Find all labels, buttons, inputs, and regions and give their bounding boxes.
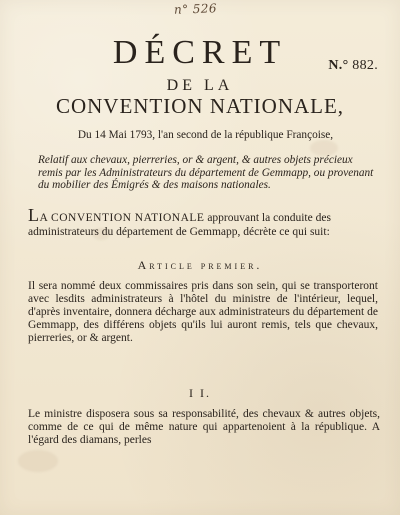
- handwritten-note: n° 526: [173, 1, 218, 17]
- intro-paragraph: [28, 205, 376, 239]
- article-2-body: Le ministre disposera sous sa responsabilité, des chevaux & autres objets, comme de ce qui de même nature qui appartenoient à la république. A l'égard des diamans, perles: [28, 408, 380, 446]
- intro-dropcap: L: [28, 205, 40, 225]
- decree-summary: Relatif aux chevaux, pierreries, or & argent, & autres objets précieux remis par les Administrateurs du département de Gemmapp, ou provenant du mobilier des Émigrés & des maisons nationales.: [38, 154, 374, 192]
- decree-number-value: 882.: [352, 58, 378, 73]
- title-convention: CONVENTION NATIONALE,: [55, 94, 345, 118]
- decree-number-label: N.°: [328, 58, 349, 73]
- paper-stain: [18, 450, 58, 472]
- date-line: Du 14 Mai 1793, l'an second de la république Françoise,: [77, 129, 334, 141]
- article-1-body: Il sera nommé deux commissaires pris dans son sein, qui se transporteront avec lesdits administrateurs à l'hôtel du ministre de l'intérieur, lequel, d'après inventaire, donnera décharge aux administrateurs du département de Gemmapp, des différens objets qu'ils lui auront remis, tels que chevaux, pierreries, or & argent.: [28, 280, 378, 344]
- intro-smallcaps: A CONVENTION NATIONALE: [39, 212, 205, 224]
- title-de-la: DE LA: [166, 77, 234, 94]
- title-decret: DÉCRET: [112, 34, 288, 71]
- intro-text: approuvant la conduite des administrateurs du département de Gemmapp, décrète ce qui suit:: [28, 212, 331, 238]
- article-heading: Article premier.: [137, 258, 263, 272]
- article-2-number: I I.: [189, 386, 211, 400]
